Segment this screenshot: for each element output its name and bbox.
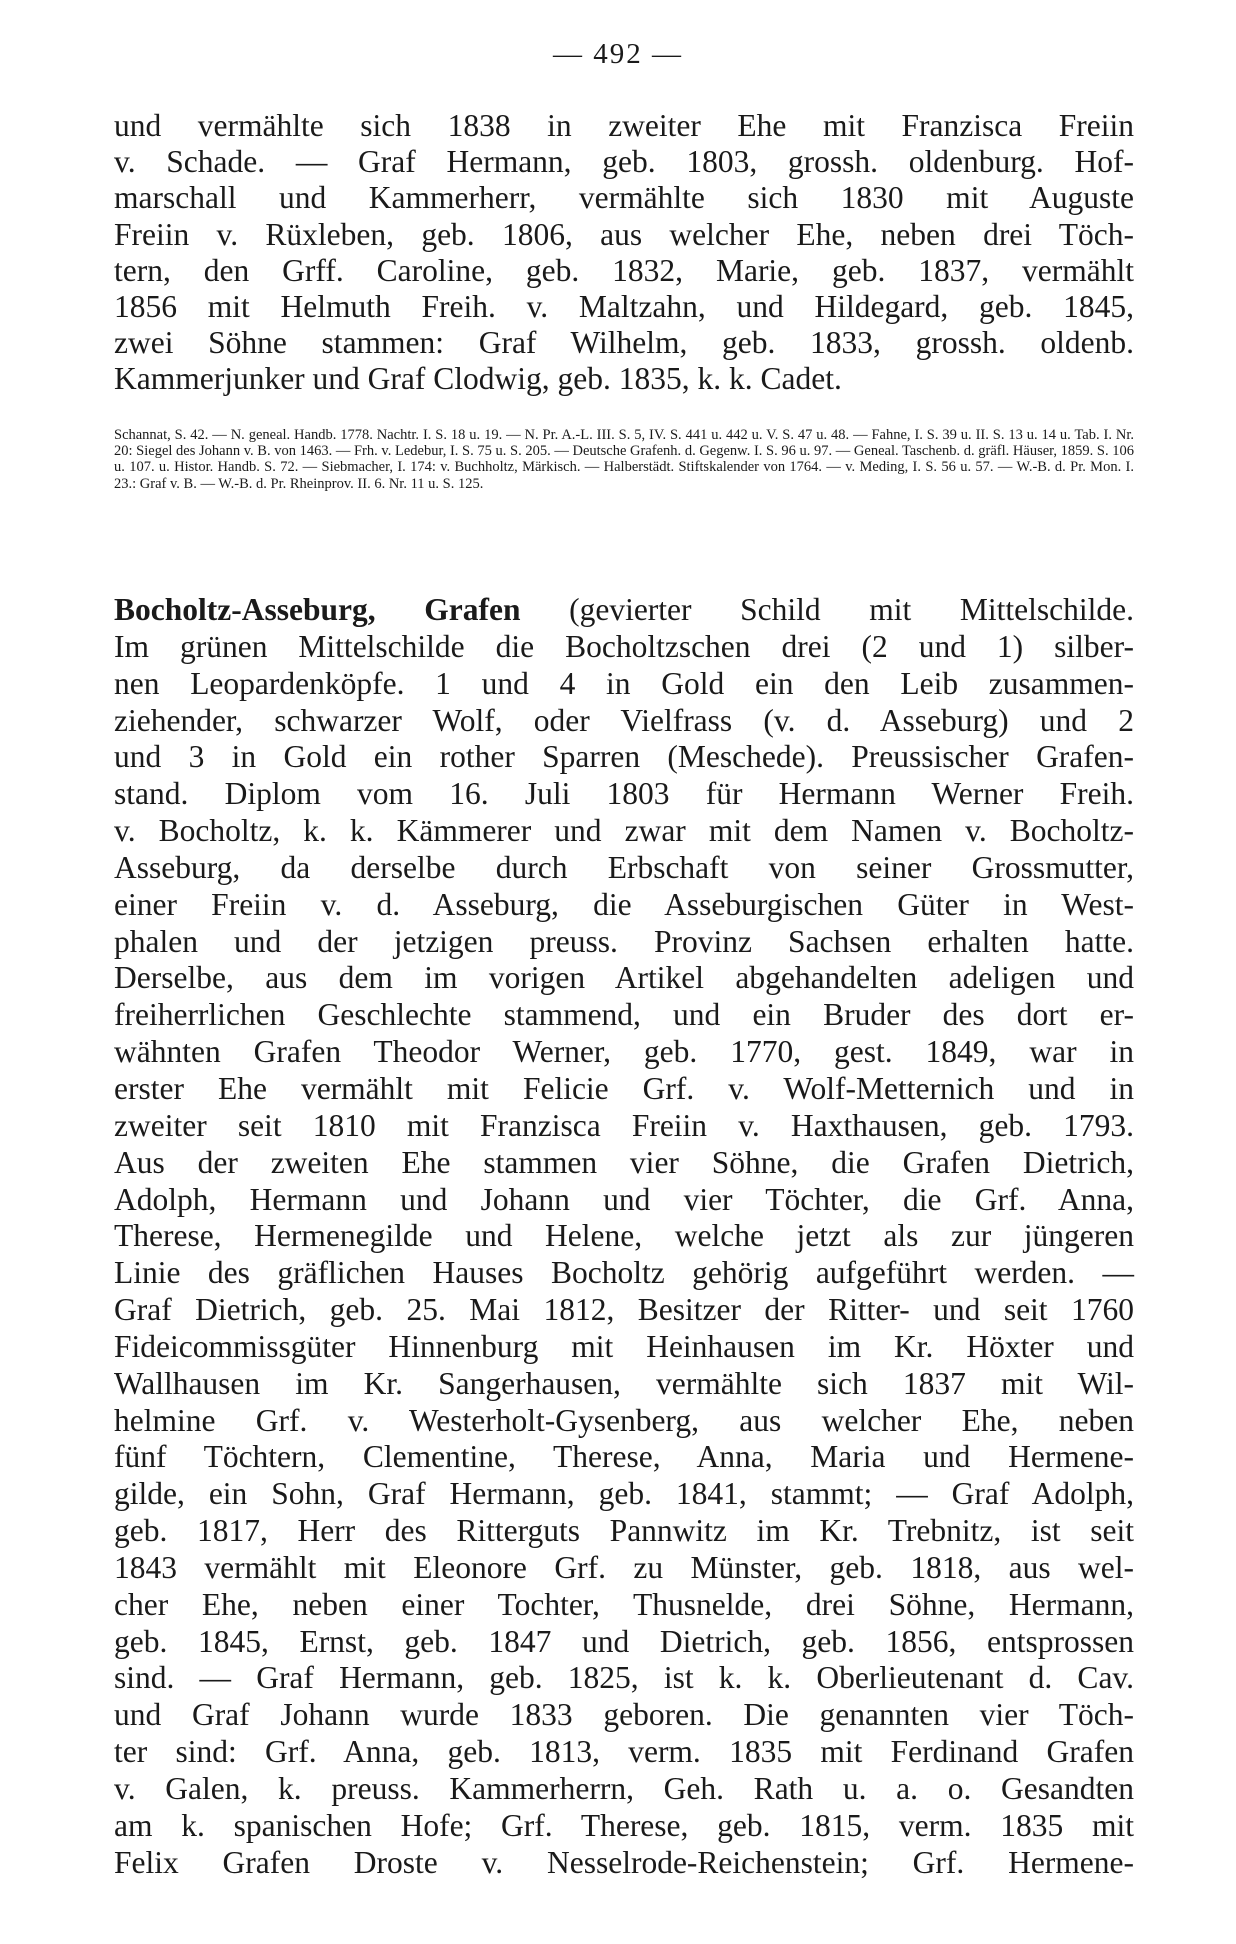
- entry-title: Bocholtz-Asseburg, Grafen: [114, 592, 521, 627]
- references-block: Schannat, S. 42. — N. geneal. Handb. 1778. Nachtr. I. S. 18 u. 19. — N. Pr. A.-L. III. S. 5, IV. S. 441 u. 442 u. V. S. 47 u. 48. — Fahne, I. S. 39 u. II. S. 13 u. 14 u. Tab. I. Nr. 20: Siegel des Johann v. B. von 1463. — Frh. v. Ledebur, I. S. 75 u. S. 205. — Deutsche Grafenh. d. Gegenw. I. S. 96 u. 97. — Geneal. Taschenb. d. gräfl. Häuser, 1859. S. 106 u. 107. u. Histor. Handb. S. 72. — Siebmacher, I. 174: v. Buchholtz, Märkisch. — Halberstädt. Stiftskalender von 1764. — v. Meding, I. S. 56 u. 57. — W.-B. d. Pr. Mon. I. 23.: Graf v. B. — W.-B. d. Pr. Rheinprov. II. 6. Nr. 11 u. S. 125.: [114, 427, 1134, 492]
- text-line: einer Freiin v. d. Asseburg, die Asseburgischen Güter in West-: [114, 886, 1134, 922]
- text-line: Aus der zweiten Ehe stammen vier Söhne, die Grafen Dietrich,: [114, 1144, 1134, 1180]
- text-line: v. Schade. — Graf Hermann, geb. 1803, grossh. oldenburg. Hof-: [114, 144, 1134, 180]
- text-line: helmine Grf. v. Westerholt-Gysenberg, aus welcher Ehe, neben: [114, 1402, 1134, 1438]
- text-line: und vermählte sich 1838 in zweiter Ehe mit Franzisca Freiin: [114, 108, 1134, 143]
- text-line: ziehender, schwarzer Wolf, oder Vielfrass (v. d. Asseburg) und 2: [114, 702, 1134, 738]
- text-line: zwei Söhne stammen: Graf Wilhelm, geb. 1833, grossh. oldenb.: [114, 325, 1134, 361]
- text-line: v. Galen, k. preuss. Kammerherrn, Geh. Rath u. a. o. Gesandten: [114, 1771, 1134, 1806]
- text-line: phalen und der jetzigen preuss. Provinz Sachsen erhalten hatte.: [114, 923, 1134, 959]
- text-line: 1843 vermählt mit Eleonore Grf. zu Münster, geb. 1818, aus wel-: [114, 1549, 1134, 1585]
- text-line: Asseburg, da derselbe durch Erbschaft von seiner Grossmutter,: [114, 849, 1134, 885]
- text-line: marschall und Kammerherr, vermählte sich 1830 mit Auguste: [114, 180, 1134, 216]
- text-line: Wallhausen im Kr. Sangerhausen, vermählte sich 1837 mit Wil-: [114, 1365, 1134, 1401]
- page-number: — 492 —: [553, 38, 683, 70]
- text-line: Adolph, Hermann und Johann und vier Töchter, die Grf. Anna,: [114, 1181, 1134, 1217]
- text-line: geb. 1845, Ernst, geb. 1847 und Dietrich, geb. 1856, entsprossen: [114, 1623, 1134, 1659]
- text-line: und 3 in Gold ein rother Sparren (Meschede). Preussischer Grafen-: [114, 739, 1134, 775]
- text-line: Graf Dietrich, geb. 25. Mai 1812, Besitzer der Ritter- und seit 1760: [114, 1292, 1134, 1328]
- entry-first-line: [114, 592, 1134, 629]
- entry-first-line-text: (gevierter Schild mit Mittelschilde.: [520, 592, 1134, 627]
- text-line: Freiin v. Rüxleben, geb. 1806, aus welcher Ehe, neben drei Töch-: [114, 216, 1134, 252]
- text-line: ter sind: Grf. Anna, geb. 1813, verm. 1835 mit Ferdinand Grafen: [114, 1734, 1134, 1770]
- text-line: cher Ehe, neben einer Tochter, Thusnelde, drei Söhne, Hermann,: [114, 1586, 1134, 1622]
- text-line: am k. spanischen Hofe; Grf. Therese, geb. 1815, verm. 1835 mit: [114, 1807, 1134, 1843]
- text-line: Therese, Hermenegilde und Helene, welche jetzt als zur jüngeren: [114, 1218, 1134, 1254]
- text-line: gilde, ein Sohn, Graf Hermann, geb. 1841, stammt; — Graf Adolph,: [114, 1476, 1134, 1512]
- text-line: sind. — Graf Hermann, geb. 1825, ist k. k. Oberlieutenant d. Cav.: [114, 1660, 1134, 1696]
- text-line: Im grünen Mittelschilde die Bocholtzschen drei (2 und 1) silber-: [114, 628, 1134, 664]
- text-line: Kammerjunker und Graf Clodwig, geb. 1835, k. k. Cadet.: [114, 361, 842, 397]
- text-line: freiherrlichen Geschlechte stammend, und ein Bruder des dort er-: [114, 997, 1134, 1033]
- text-line: stand. Diplom vom 16. Juli 1803 für Hermann Werner Freih.: [114, 776, 1134, 812]
- text-line: fünf Töchtern, Clementine, Therese, Anna, Maria und Hermene-: [114, 1439, 1134, 1475]
- text-line: Felix Grafen Droste v. Nesselrode-Reichenstein; Grf. Hermene-: [114, 1844, 1134, 1880]
- text-line: nen Leopardenköpfe. 1 und 4 in Gold ein den Leib zusammen-: [114, 665, 1134, 701]
- text-line: tern, den Grff. Caroline, geb. 1832, Marie, geb. 1837, vermählt: [114, 252, 1134, 288]
- text-line: wähnten Grafen Theodor Werner, geb. 1770, gest. 1849, war in: [114, 1034, 1134, 1070]
- text-line: Linie des gräflichen Hauses Bocholtz gehörig aufgeführt werden. —: [114, 1255, 1134, 1291]
- continuation-text: [114, 108, 1134, 398]
- text-line: v. Bocholtz, k. k. Kämmerer und zwar mit dem Namen v. Bocholtz-: [114, 813, 1134, 849]
- text-line: Fideicommissgüter Hinnenburg mit Heinhausen im Kr. Höxter und: [114, 1328, 1134, 1364]
- text-line: und Graf Johann wurde 1833 geboren. Die genannten vier Töch-: [114, 1697, 1134, 1733]
- text-line: 1856 mit Helmuth Freih. v. Maltzahn, und Hildegard, geb. 1845,: [114, 289, 1134, 325]
- text-line: Derselbe, aus dem im vorigen Artikel abgehandelten adeligen und: [114, 960, 1134, 996]
- text-line: erster Ehe vermählt mit Felicie Grf. v. Wolf-Metternich und in: [114, 1070, 1134, 1106]
- text-line: zweiter seit 1810 mit Franzisca Freiin v. Haxthausen, geb. 1793.: [114, 1107, 1134, 1143]
- entry-bocholtz-asseburg: [114, 592, 1134, 1882]
- text-line: geb. 1817, Herr des Ritterguts Pannwitz im Kr. Trebnitz, ist seit: [114, 1513, 1134, 1549]
